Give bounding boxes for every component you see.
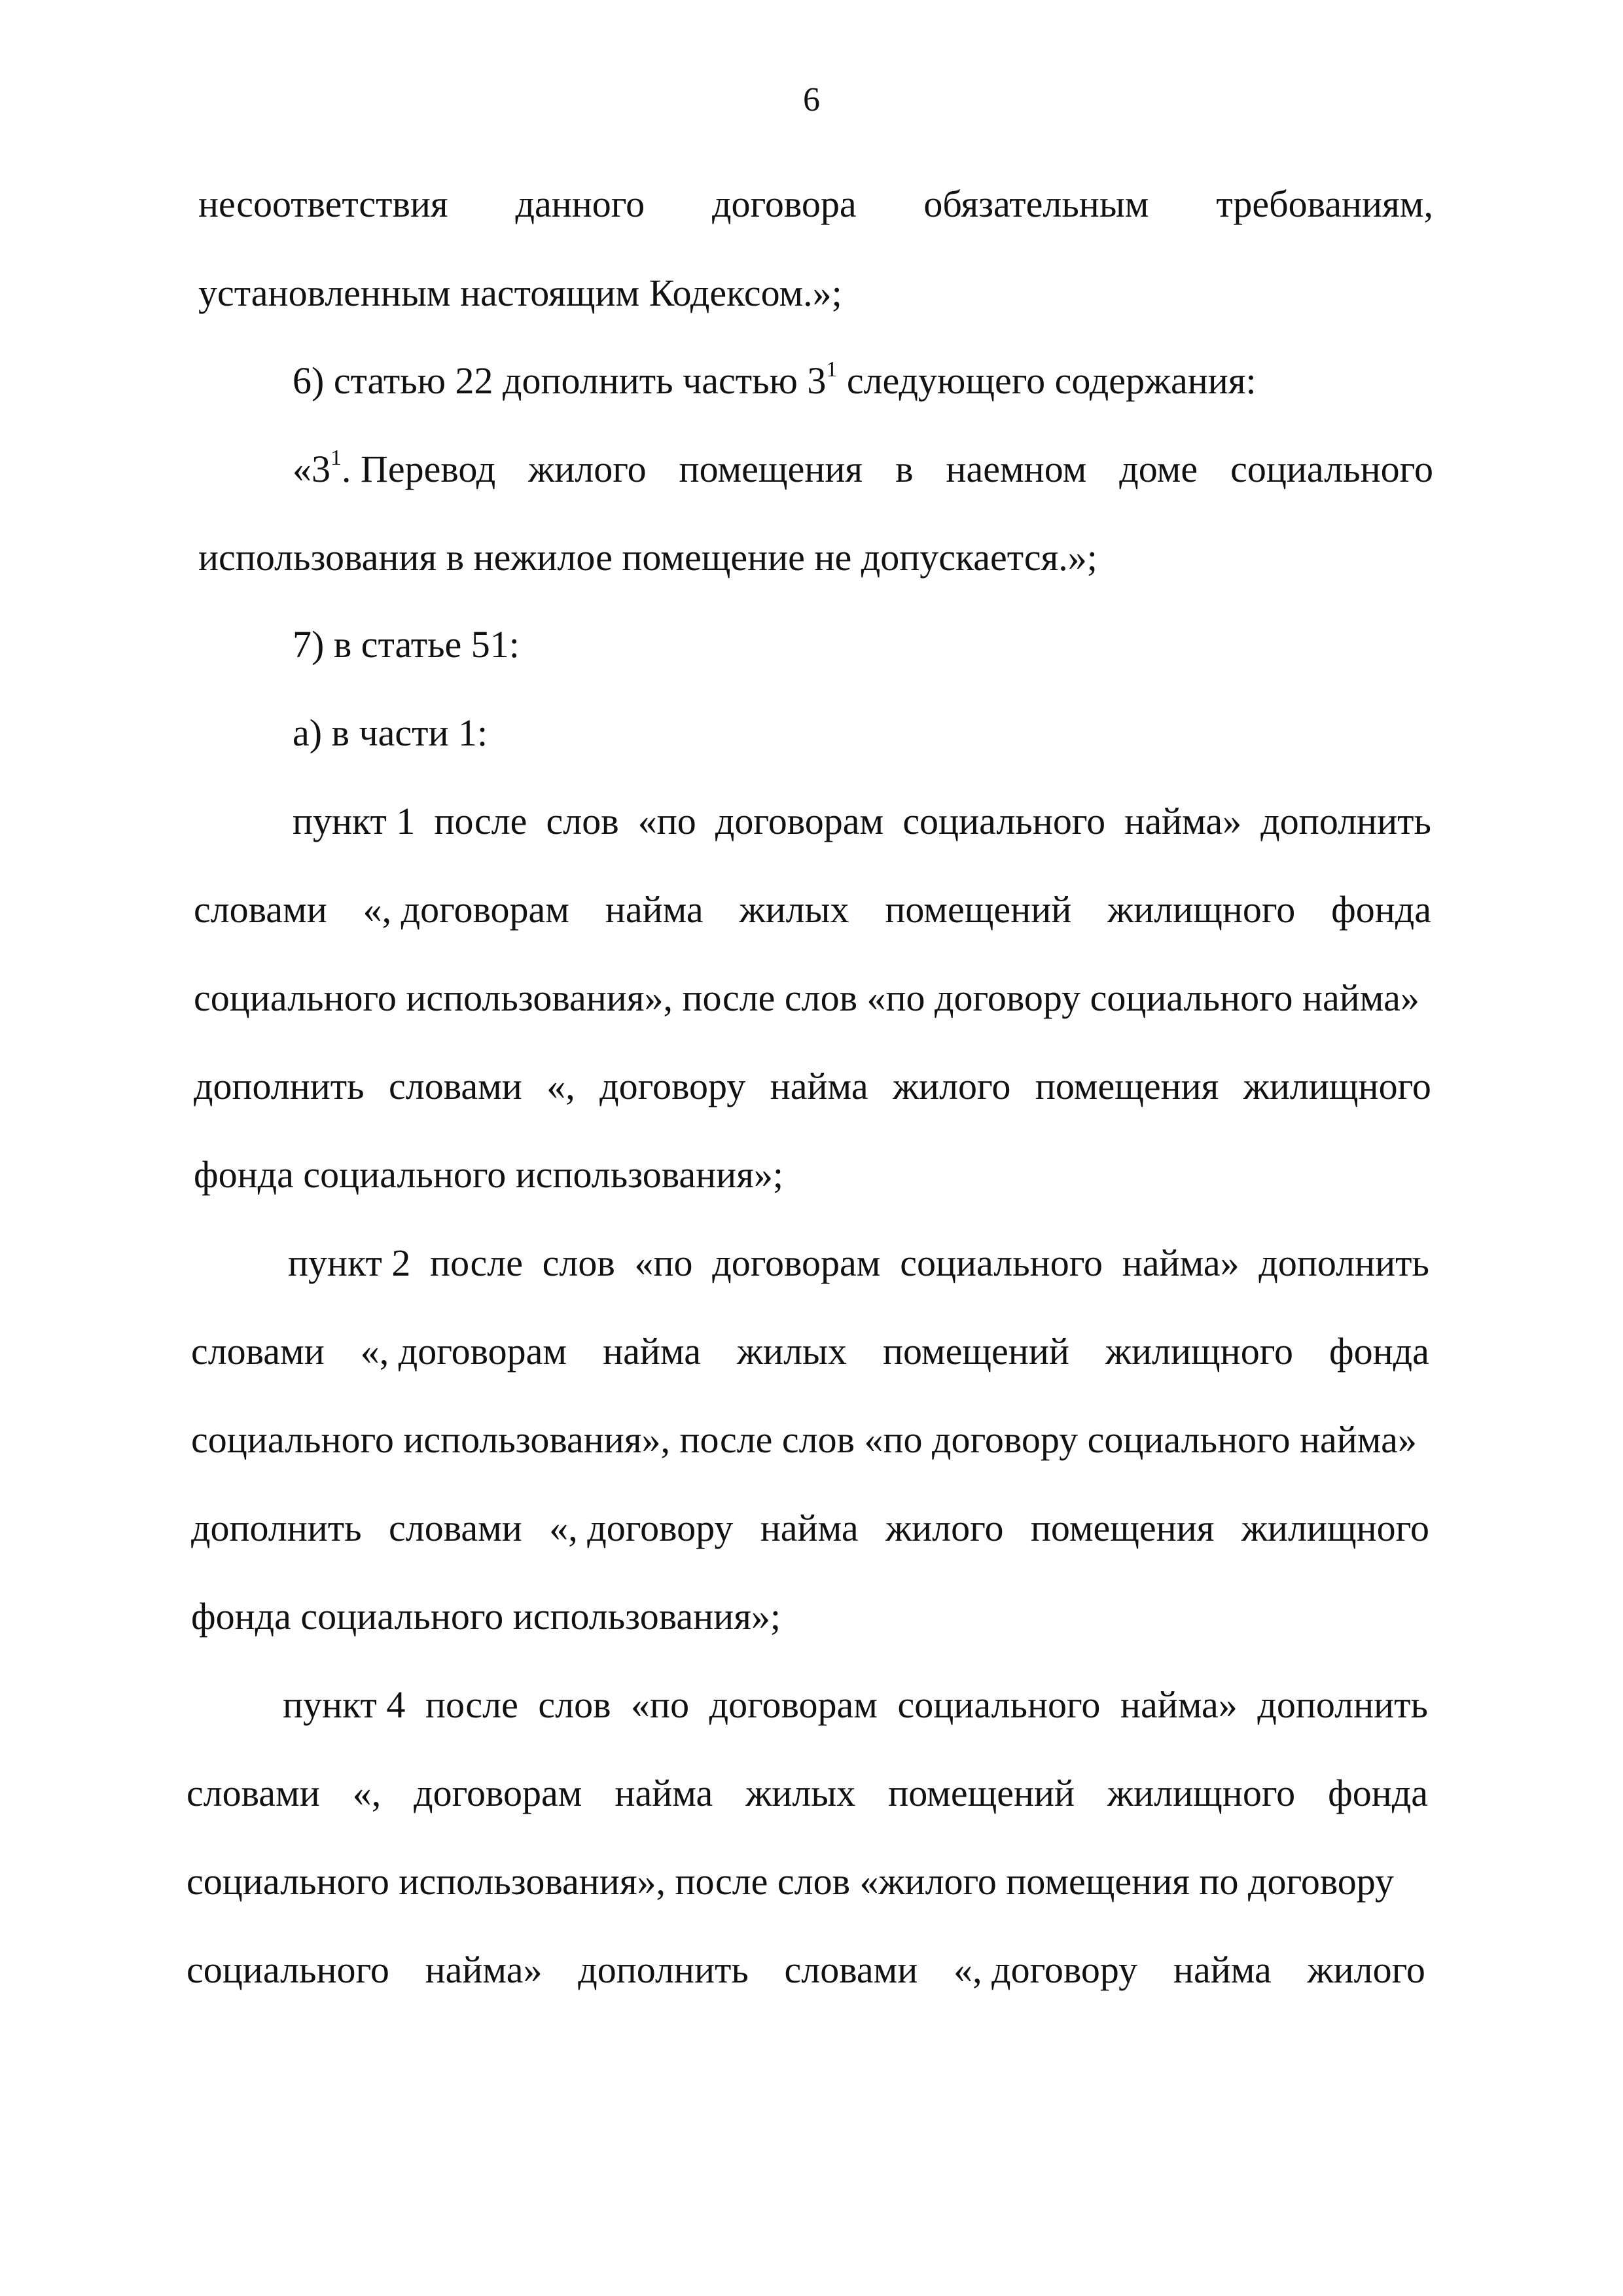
text-line-16: дополнить словами «, договору найма жилого помещения жилищного: [191, 1507, 1429, 1549]
text-line-11: дополнить словами «, договору найма жилого помещения жилищного: [194, 1065, 1431, 1107]
text-line-13: пункт 2 после слов «по договорам социального найма» дополнить: [288, 1242, 1429, 1284]
text-line-6: 7) в статье 51:: [293, 623, 520, 666]
text-line-21: социального найма» дополнить словами «, договору найма жилого: [187, 1948, 1425, 1991]
text-line-4: «$3^1$ . Перевод жилого помещения в наемном доме социального: [293, 445, 1433, 490]
text-line-8: пункт 1 после слов «по договорам социального найма» дополнить: [293, 800, 1431, 842]
text-line-18: пункт 4 после слов «по договорам социального найма» дополнить: [283, 1683, 1428, 1726]
text-line-9: словами «, договорам найма жилых помещений жилищного фонда: [194, 888, 1431, 931]
text-line-5: использования в нежилое помещение не допускается.»;: [198, 536, 1097, 579]
text-line-2: установленным настоящим Кодексом.»;: [198, 272, 842, 314]
text-line-10: социального использования», после слов «по договору социального найма»: [194, 977, 1419, 1019]
text-line-3: 6) статью 22 дополнить частью $3^1$ следующего содержания:: [293, 357, 1257, 402]
text-line-14: словами «, договорам найма жилых помещений жилищного фонда: [191, 1330, 1429, 1372]
text-line-12: фонда социального использования»;: [194, 1153, 783, 1196]
text-line-7: а) в части 1:: [293, 711, 488, 754]
text-line-1: несоответствия данного договора обязательным требованиям,: [198, 183, 1433, 225]
text-line-15: социального использования», после слов «по договору социального найма»: [191, 1418, 1417, 1461]
text-line-20: социального использования», после слов «жилого помещения по договору: [187, 1860, 1395, 1903]
page-number: 6: [803, 81, 820, 118]
text-line-19: словами «, договорам найма жилых помещений жилищного фонда: [187, 1772, 1428, 1814]
text-line-17: фонда социального использования»;: [191, 1595, 781, 1638]
